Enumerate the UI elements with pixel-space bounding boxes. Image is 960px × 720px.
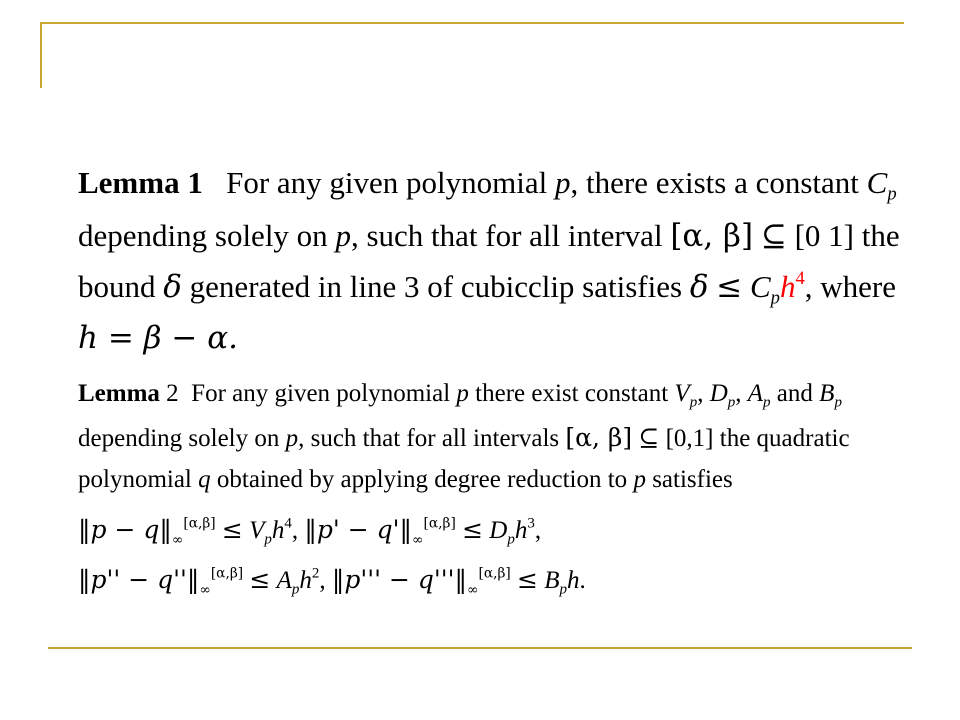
lemma1-line3: bound δ generated in line 3 of cubicclip satisfies $\delta \le C_ph^4$, where [78,268,896,309]
lemma2-eq1: ‖p − $q‖_\infty[\alpha,\beta] \le V_ph^4$, ‖p' − $q'‖_\infty[\alpha,\beta] \le D_ph^3$, [78,515,542,549]
bottom-rule [48,647,912,649]
lemma1-line2: depending solely on p, such that for all interval [α, β] ⊆ [0 1] the [78,218,900,254]
lemma2-line3: polynomial q obtained by applying degree reduction to p satisfies [78,466,733,493]
lemma1-heading: Lemma 1 [78,165,203,200]
lemma2-line2: depending solely on p, such that for all intervals [α, β] ⊆ [0,1] the quadratic [78,423,850,452]
left-rule [40,22,42,88]
lemma1-line1: Lemma 1 For any given polynomial p, there exists a constant $C_p$ [78,165,897,205]
lemma2-line1: Lemma 2 For any given polynomial p there exist constant $V_p$, $D_p$, $A_p$ and $B_p$ [78,380,842,411]
top-rule [40,22,904,24]
lemma2-heading: Lemma [78,380,160,407]
lemma2-eq2: ‖p'' − $q''‖_\infty[\alpha,\beta] \le A_ph^2$, ‖p''' − $q'''‖_\infty[\alpha,\beta] \le B_ph$. [78,565,586,599]
lemma1-line4: h = β − α. [78,320,239,356]
